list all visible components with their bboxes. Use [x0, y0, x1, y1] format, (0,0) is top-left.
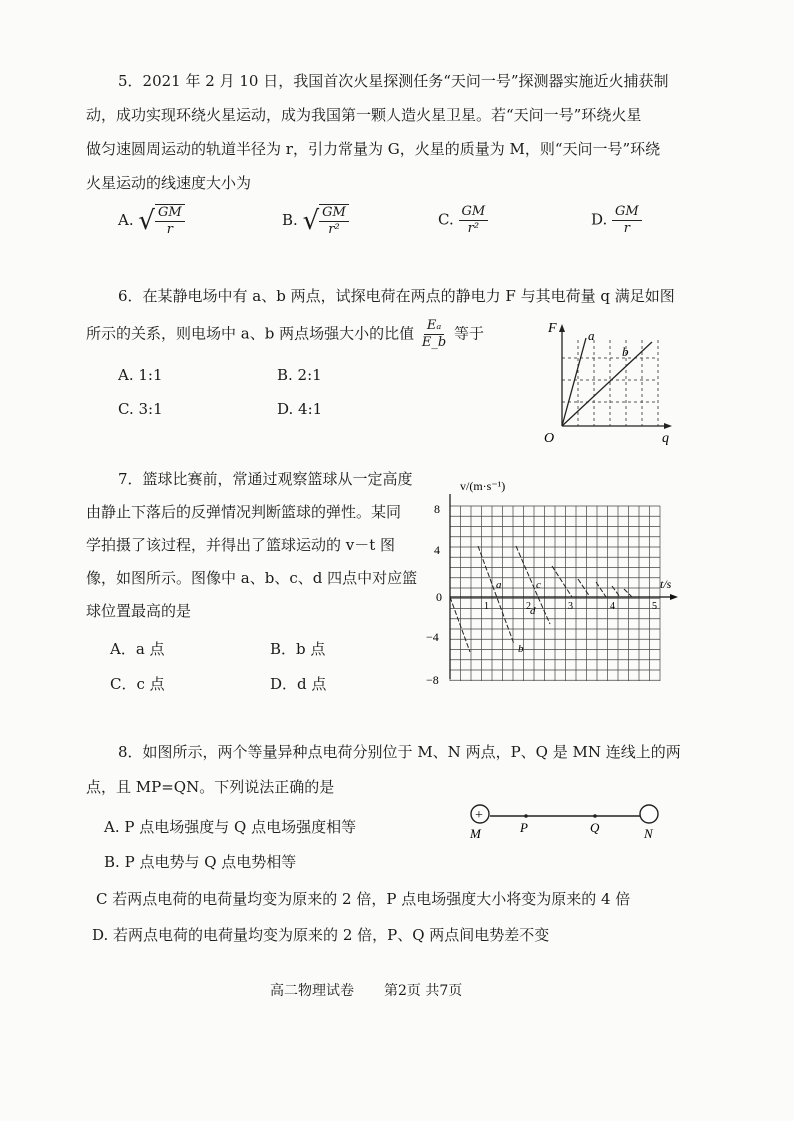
q7-option-b[interactable]: B．b 点 [270, 640, 326, 658]
q5-option-d[interactable] [591, 204, 642, 237]
frac-num: GM [319, 205, 349, 222]
point-c: c [536, 579, 541, 591]
sqrt-symbol: √ $\frac{GM}{\text{r²}}$ [303, 204, 349, 238]
q6-line-2 [86, 318, 484, 351]
y-tick-neg8: −8 [426, 673, 439, 687]
q7-line-5: 球位置最高的是 [86, 602, 192, 620]
line-b [562, 342, 652, 426]
frac-den: r² [328, 222, 340, 237]
option-label: A. [104, 818, 120, 836]
q5-option-c[interactable] [438, 204, 488, 237]
y-tick-neg4: −4 [426, 630, 439, 644]
q7-line-1: 7．篮球比赛前，常通过观察篮球从一定高度 [118, 470, 413, 488]
option-text: P 点电势与 Q 点电势相等 [124, 853, 297, 871]
field-ratio [419, 318, 449, 351]
frac-den: r [623, 221, 630, 236]
label-a: a [588, 328, 595, 343]
q6-line-2-pre: 所示的关系，则电场中 a、b 两点场强大小的比值 [86, 324, 415, 343]
x-tick-3: 3 [568, 601, 573, 612]
sqrt-symbol: √ $\frac{GM}{r}$ [138, 204, 184, 238]
q8-option-d[interactable] [92, 924, 549, 945]
y-tick-4: 4 [434, 543, 440, 557]
option-text: 若两点电荷的电荷量均变为原来的 2 倍，P、Q 两点间电势差不变 [113, 926, 550, 944]
option-label: D. [591, 210, 608, 229]
x-tick-2: 2 [526, 601, 531, 612]
option-label: C [96, 890, 108, 908]
q6-option-c[interactable]: C. 3:1 [118, 400, 163, 418]
t-axis-label: t/s [660, 577, 672, 591]
point-d: d [530, 605, 536, 617]
option-label: B. [104, 853, 120, 871]
label-q: Q [590, 820, 600, 835]
option-label: A. [118, 211, 134, 229]
axis-label-q: q [662, 431, 669, 446]
q8-charge-diagram [462, 796, 672, 846]
q6-f-q-graph [536, 318, 676, 448]
option-label: B. [282, 211, 298, 229]
axis-label-f: F [548, 321, 557, 336]
q6-option-a[interactable]: A. 1:1 [118, 366, 163, 384]
footer-page: 第2页 共7页 [384, 983, 463, 999]
x-tick-4: 4 [610, 601, 615, 612]
frac-num: GM [155, 205, 185, 222]
origin-label: O [544, 431, 555, 446]
q8-line-1: 8．如图所示，两个等量异种点电荷分别位于 M、N 两点，P、Q 是 MN 连线上的两 [118, 743, 681, 761]
frac-den: E_b [421, 335, 447, 350]
option-text: P 点电场强度与 Q 点电场强度相等 [124, 818, 357, 836]
label-p: P [520, 820, 528, 835]
q7-line-4: 像，如图所示。图像中 a、b、c、d 四点中对应篮 [86, 569, 418, 587]
q5-line-3: 做匀速圆周运动的轨道半径为 r，引力常量为 G，火星的质量为 M，则“天问一号”环绕 [86, 140, 661, 158]
q7-line-3: 学拍摄了该过程，并得出了篮球运动的 v－t 图 [86, 536, 396, 554]
q6-option-d[interactable]: D. 4:1 [277, 400, 323, 418]
plus-sign: + [475, 808, 483, 823]
q7-v-t-graph [420, 474, 690, 694]
q8-line-2: 点，且 MP=QN。下列说法正确的是 [86, 778, 335, 796]
q5-line-1: 5．2021 年 2 月 10 日，我国首次火星探测任务“天问一号”探测器实施近火捕获制 [118, 72, 669, 90]
q6-line-2-post: 等于 [453, 324, 484, 343]
q6-option-b[interactable]: B. 2:1 [277, 366, 322, 384]
q7-option-a[interactable]: A．a 点 [110, 640, 165, 658]
label-b: b [622, 344, 629, 359]
y-tick-8: 8 [434, 502, 440, 516]
q6-line-1: 6．在某静电场中有 a、b 两点，试探电荷在两点的静电力 F 与其电荷量 q 满足如图 [118, 287, 675, 305]
point-b: b [518, 643, 524, 655]
point-a: a [496, 579, 502, 591]
q5-option-b[interactable] [282, 204, 349, 238]
footer-subject: 高二物理试卷 [270, 983, 354, 999]
option-label: D. [92, 926, 109, 944]
frac-num: Eₐ [424, 318, 444, 335]
option-label: C. [438, 210, 454, 229]
v-axis-label: v/(m·s⁻¹) [460, 479, 506, 493]
frac-den: r [166, 222, 173, 237]
q7-option-c[interactable]: C．c 点 [110, 675, 165, 693]
charge-n [640, 805, 658, 823]
q5-line-4: 火星运动的线速度大小为 [86, 174, 252, 192]
label-n: N [644, 826, 653, 841]
q8-option-c[interactable] [96, 888, 630, 909]
q8-option-b[interactable] [104, 851, 296, 872]
frac-num: GM [612, 204, 642, 221]
q5-line-2: 动，成功实现环绕火星运动，成为我国第一颗人造火星卫星。若“天问一号”环绕火星 [86, 106, 642, 124]
option-text: 若两点电荷的电荷量均变为原来的 2 倍，P 点电场强度大小将变为原来的 4 倍 [112, 890, 631, 908]
label-m: M [470, 826, 481, 841]
y-tick-0: 0 [436, 590, 442, 604]
q5-option-a[interactable] [118, 204, 185, 238]
q8-option-a[interactable] [104, 816, 356, 837]
q7-option-d[interactable]: D．d 点 [270, 675, 327, 693]
line-a [562, 338, 586, 426]
frac-den: r² [467, 221, 480, 236]
x-tick-5: 5 [652, 601, 657, 612]
q7-line-2: 由静止下落后的反弹情况判断篮球的弹性。某同 [86, 503, 402, 521]
x-tick-1: 1 [484, 601, 489, 612]
frac-num: GM [459, 204, 489, 221]
